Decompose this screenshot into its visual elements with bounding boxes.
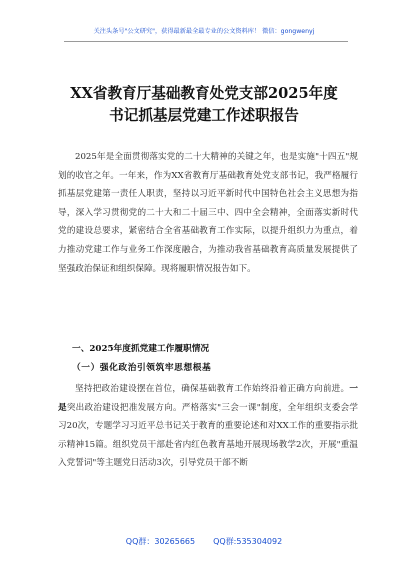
footer-contact [0,536,408,547]
paragraph-political-leadership [58,380,358,473]
subsection-heading-1-1: （一）强化政治引领筑牢思想根基 [72,363,212,373]
footer-qq-group-2: QQ群:535304092 [213,537,283,546]
paragraph-body-text: 突出政治建设把准发展方向。严格落实"三会一课"制度，全年组织支委会学习20次，专题学习习近平总书记关于教育的重要论述和对XX工作的重要指示批示精神15篇。组织党员干部赴省内红色教育基地开展现场教学2次，开展"重温入党誓词"等主题党日活动3次，引导党员干部不断 [58,402,358,469]
header-divider [64,41,348,42]
intro-paragraph: 2025年是全面贯彻落实党的二十大精神的关键之年，也是实施"十四五"规划的收官之年。一年来，作为XX省教育厅基础教育处党支部书记，我严格履行抓基层党建第一责任人职责，坚持以习近平新时代中国特色社会主义思想为指导，深入学习贯彻党的二十大和二十届三中、四中全会精神，全面落实新时代党的建设总要求，紧密结合全省基础教育工作实际，以提升组织力为重点，着力推动党建工作与业务工作深度融合，为推动我省基础教育高质量发展提供了坚强政治保证和组织保障。现将履职情况报告如下。 [58,152,358,274]
title-line-2: 书记抓基层党建工作述职报告 [109,107,299,124]
document-title [40,83,368,127]
paragraph-point-marker: 一是 [58,384,358,413]
paragraph-lead-text: 坚持把政治建设摆在首位，确保基础教育工作始终沿着正确方向前进。 [75,384,350,394]
header-note: 关注头条号"公文研究"，获得最新最全最专业的公文资料库！ 微信：gongwenyj [93,28,315,35]
footer-qq-group-1: QQ群：30265665 [125,537,196,546]
title-line-1: XX省教育厅基础教育处党支部2025年度 [70,85,338,102]
section-heading-1: 一、2025年度抓党建工作履职情况 [72,344,210,354]
